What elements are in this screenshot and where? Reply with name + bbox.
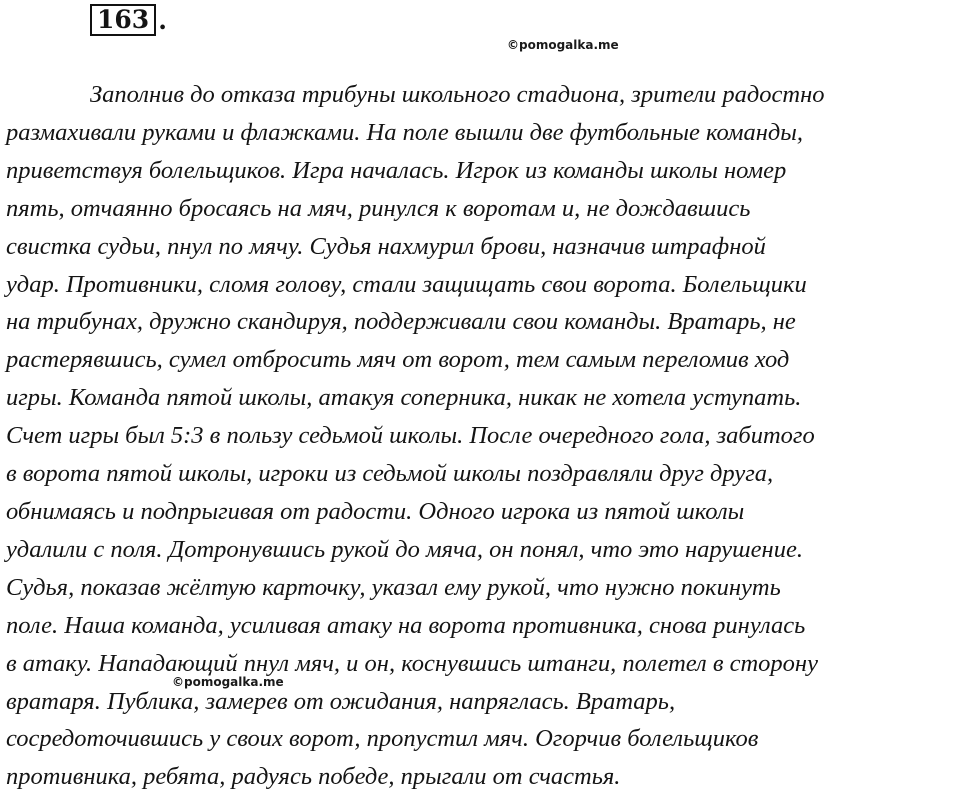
- text-line: противника, ребята, радуясь победе, прыгали от счастья.: [6, 763, 621, 791]
- exercise-text: [6, 76, 956, 796]
- exercise-number-dot: .: [158, 5, 167, 35]
- text-line: удар. Противники, сломя голову, стали защищать свои ворота. Болельщики: [6, 270, 807, 298]
- text-line: Счет игры был 5:3 в пользу седьмой школы. После очередного гола, забитого: [6, 422, 815, 450]
- text-line: растерявшись, сумел отбросить мяч от ворот, тем самым переломив ход: [6, 346, 790, 374]
- text-line: пять, отчаянно бросаясь на мяч, ринулся к воротам и, не дождавшись: [6, 194, 751, 222]
- text-line: Заполнив до отказа трибуны школьного стадиона, зрители радостно: [90, 81, 825, 108]
- text-line: Судья, показав жёлтую карточку, указал ему рукой, что нужно покинуть: [6, 573, 781, 601]
- text-line: игры. Команда пятой школы, атакуя соперника, никак не хотела уступать.: [6, 384, 802, 412]
- text-line: в ворота пятой школы, игроки из седьмой школы поздравляли друг друга,: [6, 460, 774, 488]
- exercise-number: [90, 4, 167, 36]
- text-line: сосредоточившись у своих ворот, пропустил мяч. Огорчив болельщиков: [6, 725, 759, 753]
- text-line: вратаря. Публика, замерев от ожидания, напряглась. Вратарь,: [6, 687, 676, 715]
- text-line: размахивали руками и флажками. На поле вышли две футбольные команды,: [6, 118, 803, 146]
- text-line: в атаку. Нападающий пнул мяч, и он, коснувшись штанги, полетел в сторону: [6, 649, 818, 677]
- text-line: удалили с поля. Дотронувшись рукой до мяча, он понял, что это нарушение.: [6, 535, 803, 563]
- text-line: свистка судьи, пнул по мячу. Судья нахмурил брови, назначив штрафной: [6, 232, 766, 260]
- text-line: поле. Наша команда, усиливая атаку на ворота противника, снова ринулась: [6, 611, 806, 639]
- watermark-middle: ©pomogalka.me: [172, 675, 284, 689]
- text-line: на трибунах, дружно скандируя, поддерживали свои команды. Вратарь, не: [6, 308, 796, 336]
- watermark-top: ©pomogalka.me: [507, 38, 619, 52]
- text-line: обнимаясь и подпрыгивая от радости. Одного игрока из пятой школы: [6, 497, 745, 525]
- exercise-number-box: 163: [90, 4, 156, 36]
- text-line: приветствуя болельщиков. Игра началась. Игрок из команды школы номер: [6, 156, 787, 184]
